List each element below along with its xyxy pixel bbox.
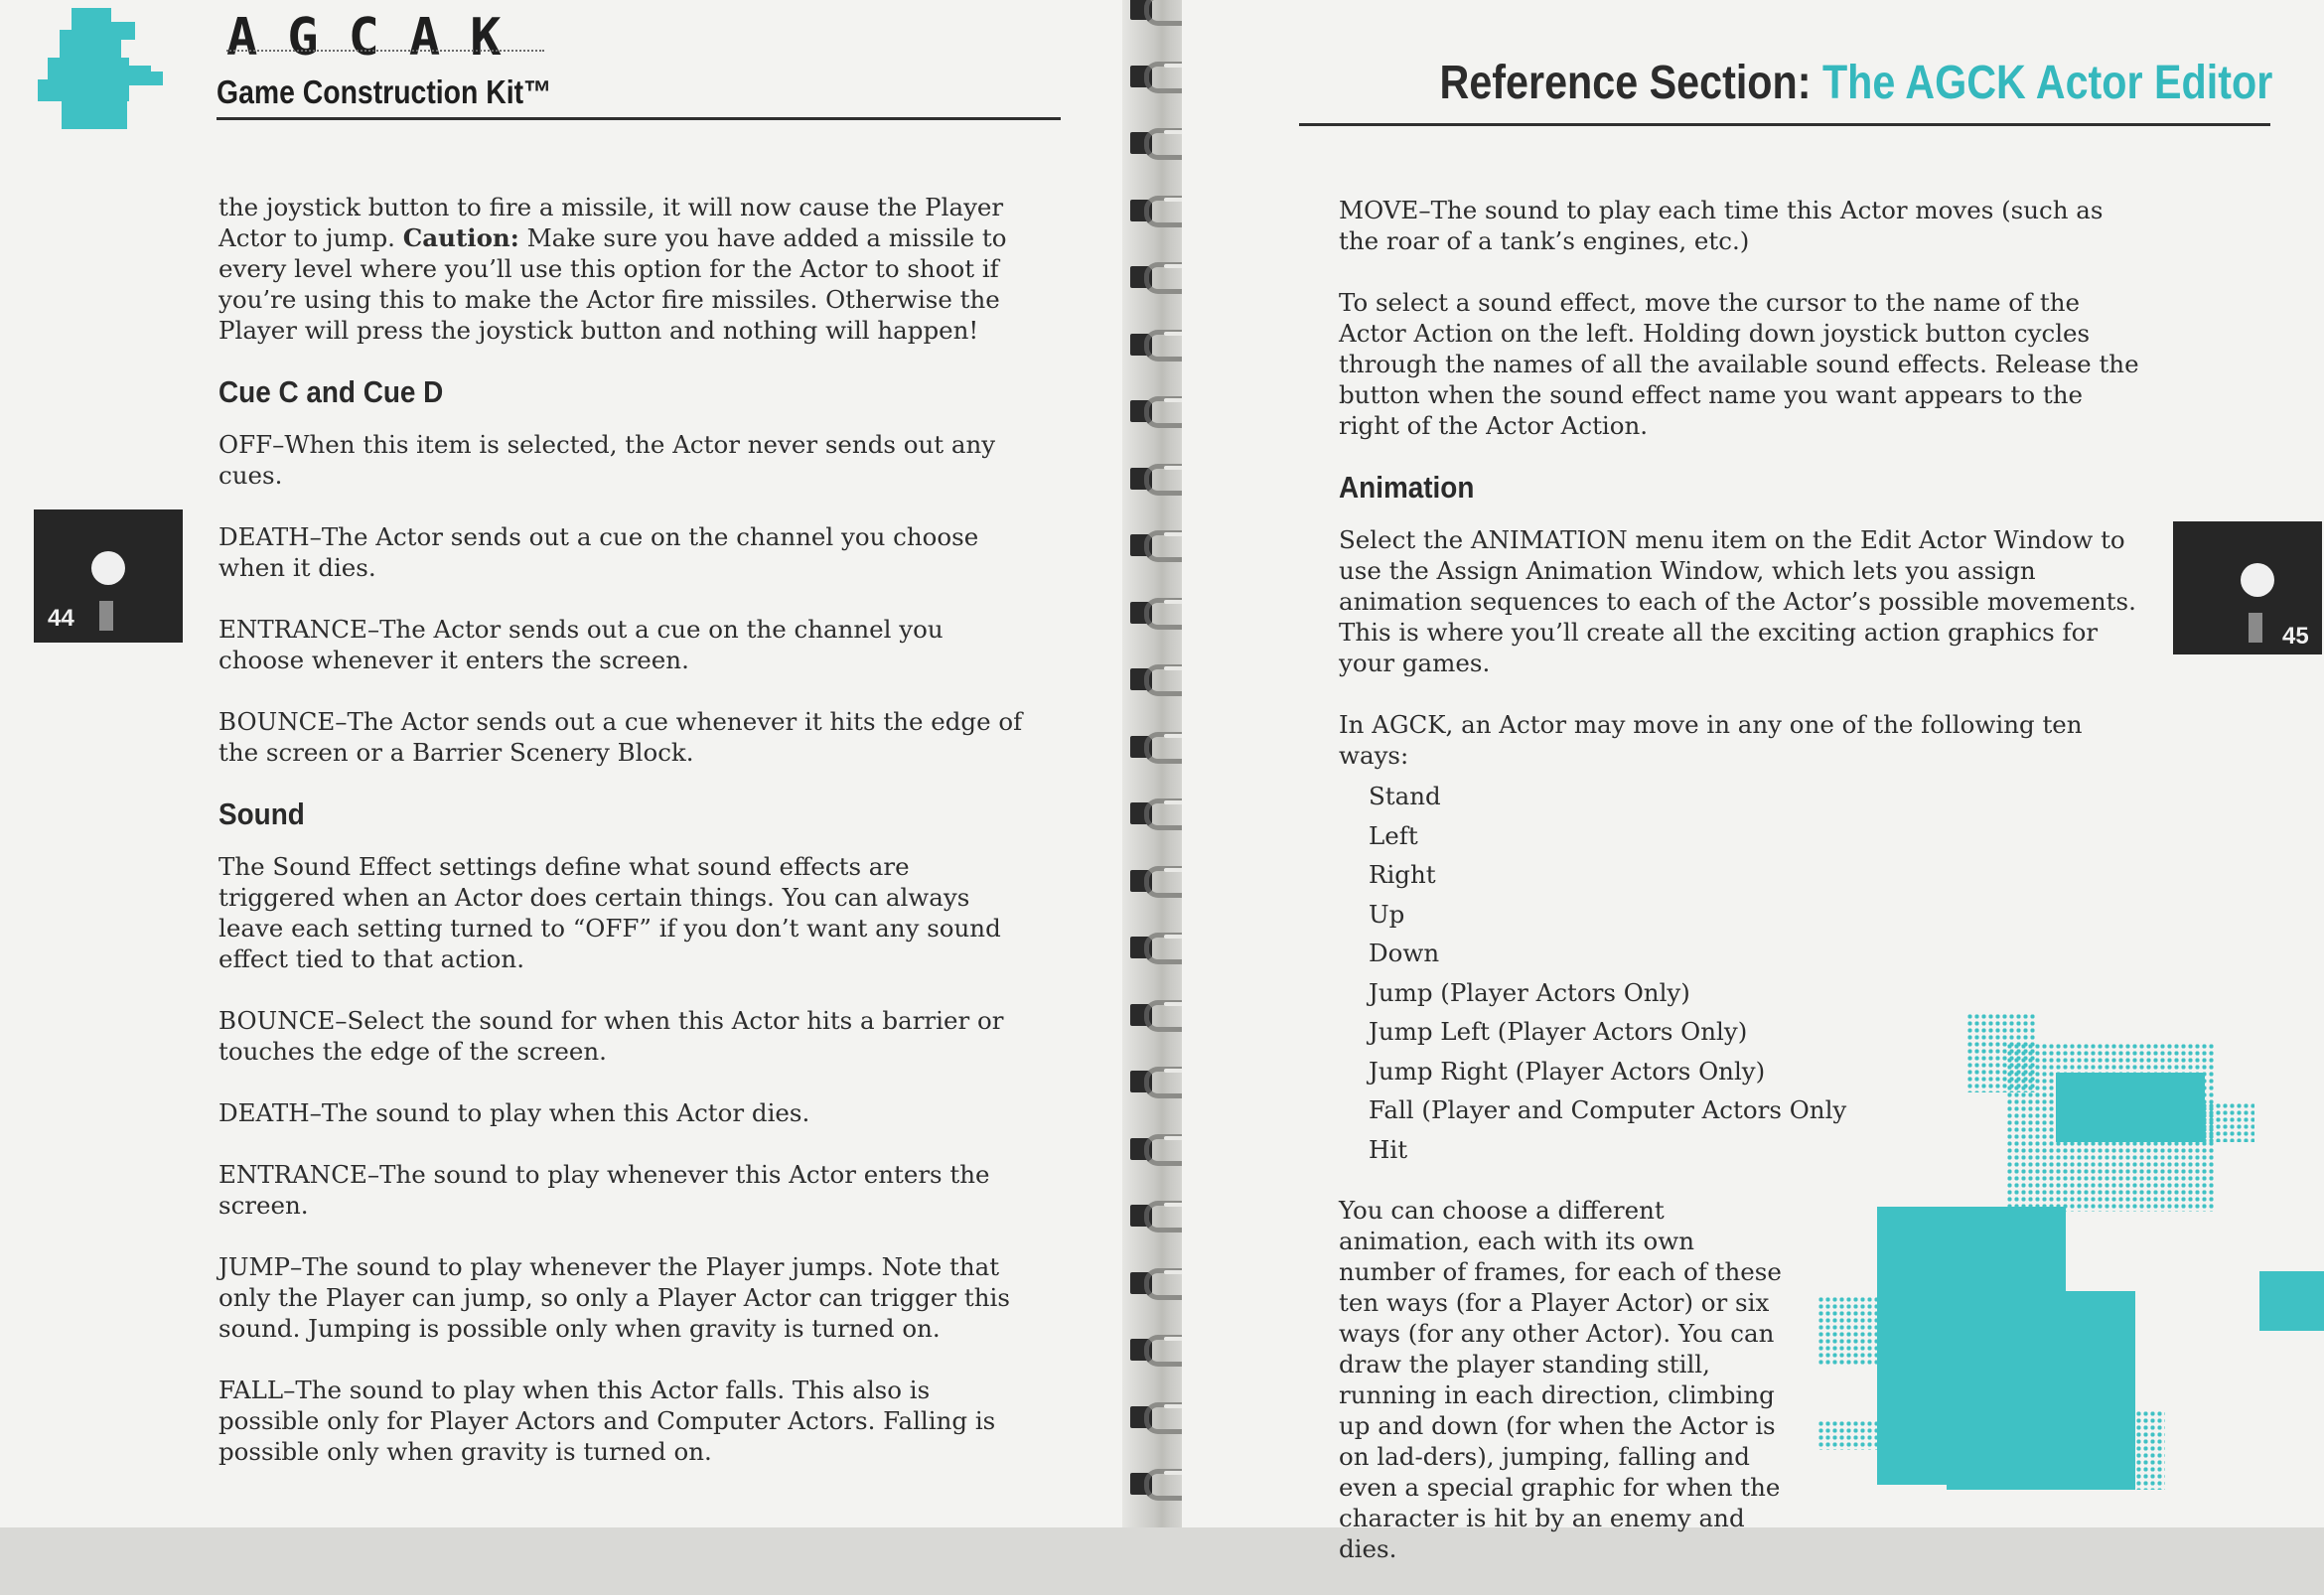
list-item: Down (1369, 939, 1440, 967)
list-item: Jump Right (Player Actors Only) (1369, 1056, 1766, 1086)
cue-entrance-paragraph: ENTRANCE–The Actor sends out a cue on the channel you choose whenever it enters the screen. (218, 615, 944, 674)
closing-paragraph: You can choose a different animation, each with its own number of frames, for each of these ten ways (for a Player Actor) or six ways (for any other Actor). You can draw the player standing still, running in each direction, climbing up and down (for when the Actor is on lad-ders), jumping, falling and even a special graphic for when the character is hit by an enemy and dies. (1339, 1196, 1782, 1563)
list-item: Right (1369, 860, 1436, 889)
list-item: Up (1369, 899, 1405, 929)
sound-fall-paragraph: FALL–The sound to play when this Actor falls. This also is possible only for Player Actors and Computer Actors. Falling is possible only when gravity is turned on. (218, 1376, 996, 1466)
section-title (1439, 56, 2272, 110)
move-paragraph: MOVE–The sound to play each time this Actor moves (such as the roar of a tank’s engines, etc.) (1339, 196, 2104, 255)
page-number: 45 (2282, 623, 2309, 650)
sound-jump-paragraph: JUMP–The sound to play whenever the Player jumps. Note that only the Player can jump, so only a Player Actor can trigger this sound. Jumping is possible only when gravity is turned on. (218, 1252, 1010, 1343)
left-body-text (218, 192, 1033, 1498)
sound-entrance-paragraph: ENTRANCE–The sound to play whenever this Actor enters the screen. (218, 1160, 990, 1220)
cue-death-paragraph: DEATH–The Actor sends out a cue on the channel you choose when it dies. (218, 522, 979, 582)
animation-paragraph: Select the ANIMATION menu item on the Edit Actor Window to use the Assign Animation Window, which lets you assign animation sequences to each of the Actor’s possible movements. This is where you’ll create all the exciting action graphics for your games. (1339, 525, 2136, 677)
page-tab-right (2173, 521, 2322, 654)
page-tab-left (34, 509, 183, 643)
caution-label: Caution: (402, 223, 519, 252)
disk-hole-icon (2241, 563, 2274, 597)
right-body-text (1339, 195, 2143, 1595)
logo-letters: AGCAK (226, 8, 531, 68)
intro-text-b: Make sure you have added a missile to every level where you’ll use this option for the Actor to shoot if you’re using this to make the Actor fire missiles. Otherwise the Player will press the joystick button and nothing will happen! (218, 223, 1007, 345)
left-page (0, 0, 1142, 1527)
list-item: Left (1369, 820, 1418, 850)
sound-heading: Sound (218, 797, 305, 831)
sound-death-paragraph: DEATH–The sound to play when this Actor dies. (218, 1098, 810, 1127)
list-item: Jump Left (Player Actors Only) (1369, 1017, 1748, 1046)
ways-intro-paragraph: In AGCK, an Actor may move in any one of the following ten ways: (1339, 710, 2083, 770)
section-title-accent: The AGCK Actor Editor (1821, 57, 2272, 109)
header-rule (217, 117, 1061, 120)
cue-heading: Cue C and Cue D (218, 374, 444, 409)
ways-list (1369, 777, 2143, 1169)
list-item: Stand (1369, 782, 1441, 810)
logo-subtitle: Game Construction Kit™ (217, 73, 552, 110)
sound-intro-paragraph: The Sound Effect settings define what sound effects are triggered when an Actor does certain things. You can always leave each setting turned to “OFF” if you don’t want any sound effect tied to that action. (218, 852, 1001, 973)
page-number: 44 (48, 605, 74, 632)
logo-dotted-rule (226, 50, 544, 52)
section-title-prefix: Reference Section: (1439, 57, 1812, 109)
list-item: Jump (Player Actors Only) (1369, 977, 1690, 1007)
disk-shutter-icon (2249, 613, 2262, 643)
right-page (1182, 0, 2324, 1563)
list-item: Hit (1369, 1134, 1408, 1164)
agck-logo-graphic (38, 8, 187, 132)
cue-off-paragraph: OFF–When this item is selected, the Actor never sends out any cues. (218, 430, 996, 490)
intro-text-a: the joystick button to fire a missile, it will now cause the Player Actor to jump. (218, 193, 1004, 252)
list-item: Fall (Player and Computer Actors Only (1369, 1095, 1847, 1124)
sound-bounce-paragraph: BOUNCE–Select the sound for when this Actor hits a barrier or touches the edge of the screen. (218, 1006, 1004, 1066)
cue-bounce-paragraph: BOUNCE–The Actor sends out a cue whenever it hits the edge of the screen or a Barrier Scenery Block. (218, 707, 1023, 767)
header-rule-right (1299, 123, 2270, 126)
disk-shutter-icon (99, 601, 113, 631)
select-paragraph: To select a sound effect, move the cursor to the name of the Actor Action on the left. Holding down joystick button cycles through the names of all the available sound effects. Release the button when the sound effect name you want appears to the right of the Actor Action. (1339, 288, 2139, 440)
decor-block (2259, 1271, 2324, 1331)
intro-paragraph (218, 192, 1033, 346)
animation-heading: Animation (1339, 470, 1475, 505)
disk-hole-icon (91, 551, 125, 585)
